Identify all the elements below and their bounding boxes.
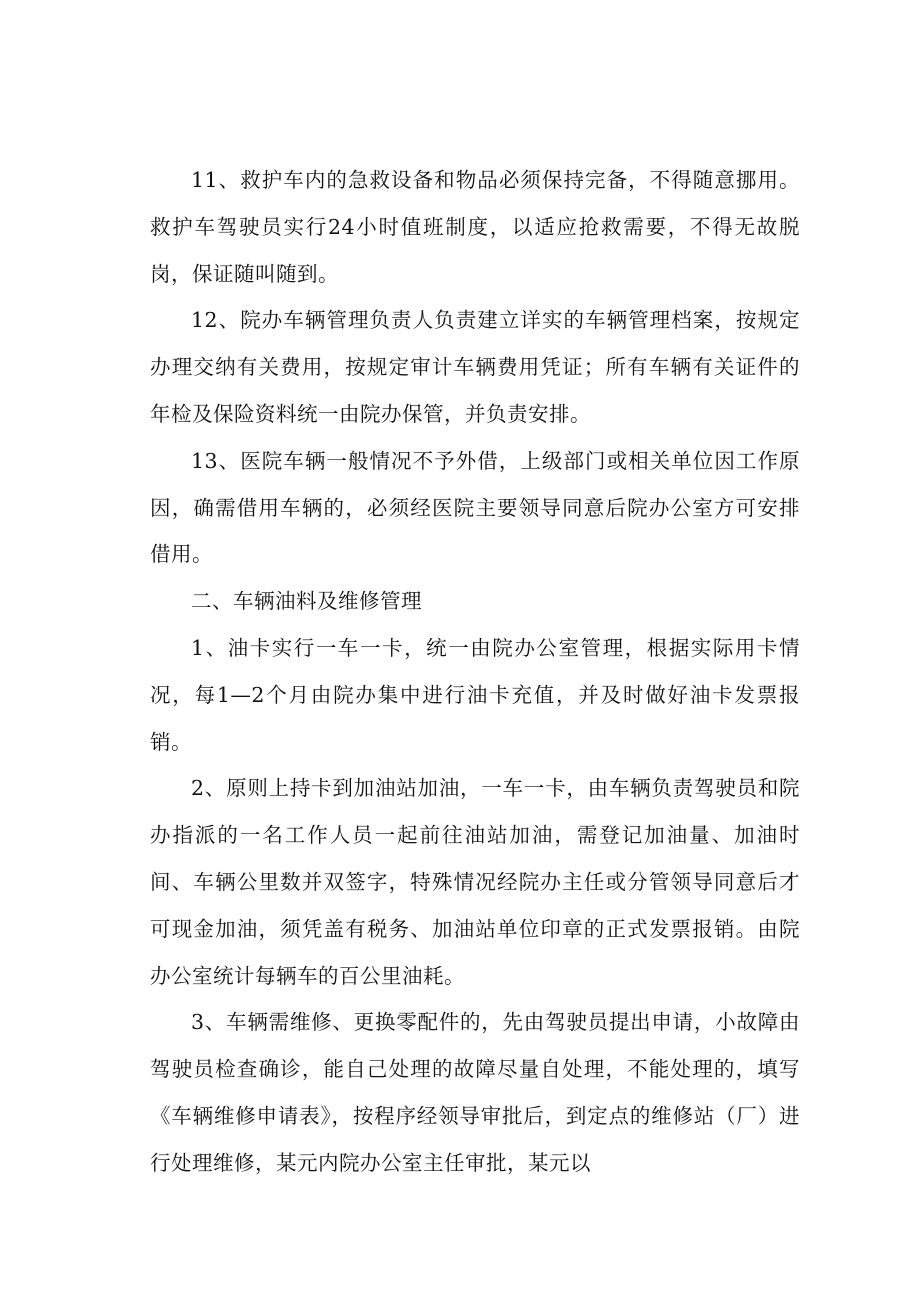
document-body: [150, 157, 800, 1187]
paragraph-1: 1、油卡实行一车一卡，统一由院办公室管理，根据实际用卡情况，每1—2个月由院办集中进行油卡充值，并及时做好油卡发票报销。: [150, 635, 800, 754]
paragraph-2: 2、原则上持卡到加油站加油，一车一卡，由车辆负责驾驶员和院办指派的一名工作人员一起前往油站加油，需登记加油量、加油时间、车辆公里数并双签字，特殊情况经院办主任或分管领导同意后才可现金加油，须凭盖有税务、加油站单位印章的正式发票报销。由院办公室统计每辆车的百公里油耗。: [150, 776, 800, 988]
paragraph-11: 11、救护车内的急救设备和物品必须保持完备，不得随意挪用。救护车驾驶员实行24小时值班制度，以适应抢救需要，不得无故脱岗，保证随叫随到。: [150, 168, 800, 286]
section-heading-2: 二、车辆油料及维修管理: [191, 589, 422, 614]
paragraph-13: 13、医院车辆一般情况不予外借，上级部门或相关单位因工作原因，确需借用车辆的，必须经医院主要领导同意后院办公室方可安排借用。: [150, 448, 800, 567]
paragraph-12: 12、院办车辆管理负责人负责建立详实的车辆管理档案，按规定办理交纳有关费用，按规定审计车辆费用凭证；所有车辆有关证件的年检及保险资料统一由院办保管，并负责安排。: [150, 308, 800, 426]
paragraph-3: 3、车辆需维修、更换零配件的，先由驾驶员提出申请，小故障由驾驶员检查确诊，能自己处理的故障尽量自处理，不能处理的，填写《车辆维修申请表》，按程序经领导审批后，到定点的维修站（厂）进行处理维修，某元内院办公室主任审批，某元以: [150, 1010, 800, 1175]
